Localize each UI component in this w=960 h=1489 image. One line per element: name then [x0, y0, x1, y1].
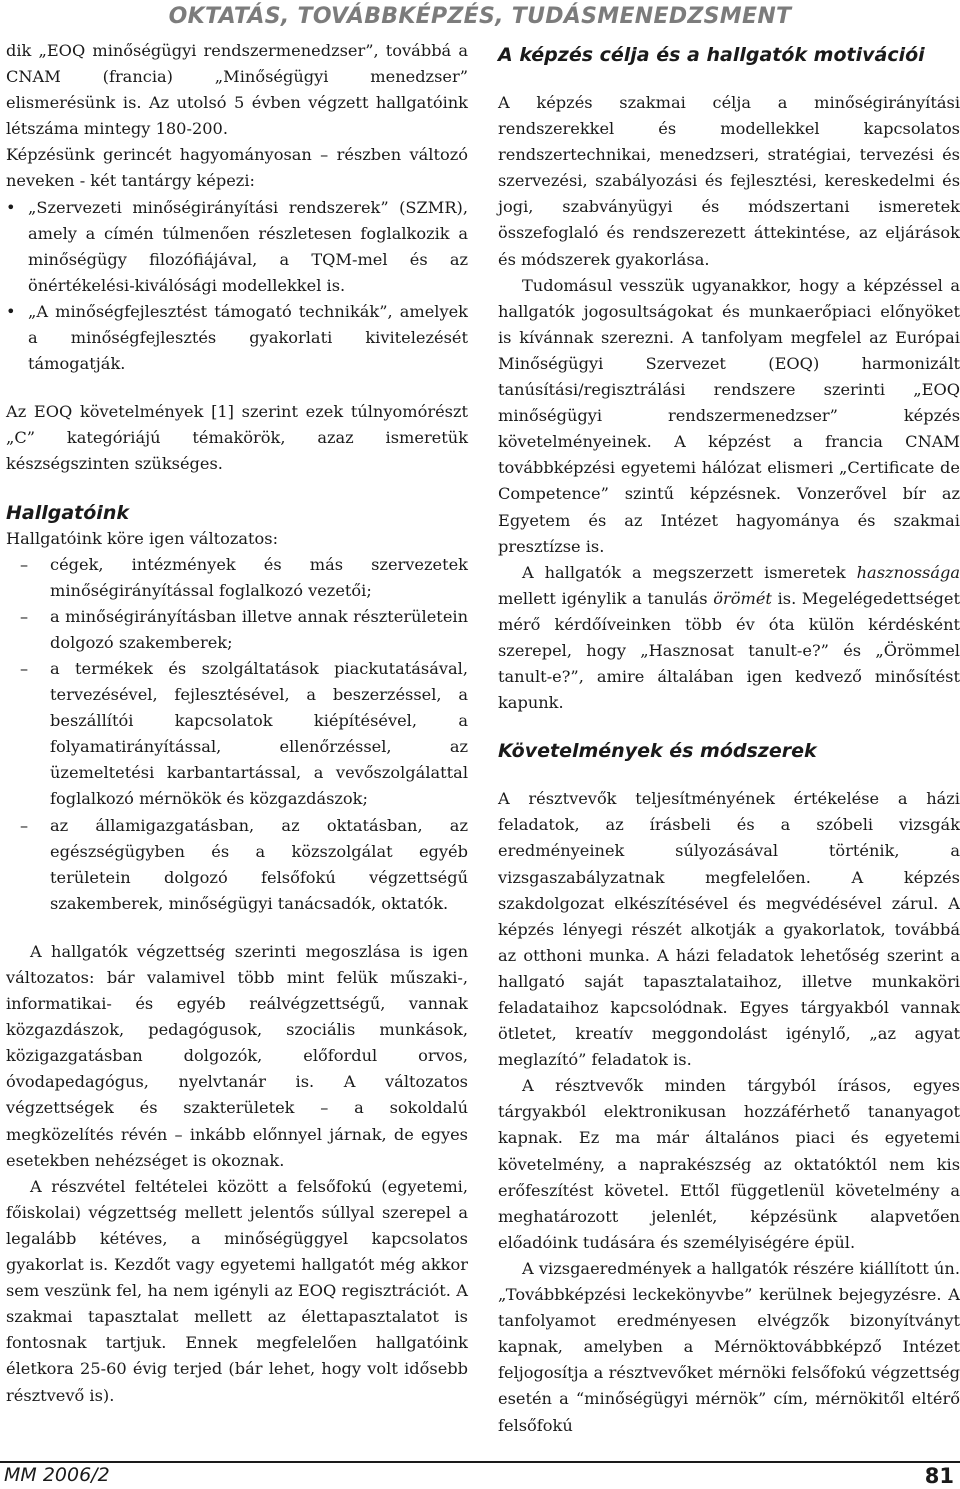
- paragraph: Képzésünk gerincét hagyományosan – részben változó neveken - két tantárgy képezi:: [6, 145, 468, 191]
- dash-icon: –: [20, 815, 29, 835]
- section-heading-kepzes-celja: A képzés célja és a hallgatók motivációi: [498, 44, 925, 66]
- list-item: [6, 813, 468, 917]
- bullet-list: [6, 195, 468, 378]
- journal-issue: MM 2006/2: [4, 1464, 110, 1486]
- right-column: [498, 42, 960, 1439]
- list-item-text: az államigazgatásban, az oktatásban, az egészségügyben és a közszolgálat egyéb területein dolgozó felsőfokú végzettségű szakemberek, minőségügyi tanácsadók, oktatók.: [50, 815, 468, 913]
- list-item: [6, 656, 468, 813]
- text-run: A hallgatók a megszerzett ismeretek: [522, 562, 857, 582]
- footer-rule: [0, 1461, 960, 1463]
- paragraph: dik „EOQ minőségügyi rendszermenedzser”, továbbá a CNAM (francia) „Minőségügyi menedzser” elismerésünk is. Az utolsó 5 évben végzett hallgatóink létszáma mintegy 180-200.: [6, 41, 468, 139]
- paragraph: [498, 560, 960, 717]
- list-item-text: „Szervezeti minőségirányítási rendszerek” (SZMR), amely a címén túlmenően részletesen foglalkozik a minőségügy filozófiájával, a TQM-mel és az önértékelési-kiválósági modellekkel is.: [28, 197, 468, 295]
- paragraph: Az EOQ követelmények [1] szerint ezek túlnyomórészt „C” kategóriájú témakörök, azaz ismeretük készségszinten szükséges.: [6, 402, 468, 474]
- text-run: mellett igénylik a tanulás: [498, 588, 714, 608]
- page-number: 81: [924, 1464, 954, 1488]
- left-column: [6, 38, 468, 1409]
- emphasis: örömét: [713, 588, 772, 608]
- list-item-text: a termékek és szolgáltatások piackutatásával, tervezésével, fejlesztésével, a beszerzéssel, a beszállítói kapcsolatok kiépítésével, a folyamatirányítással, ellenőrzéssel, az üzemeltetési karbantartással, a vevőszolgálattal foglalkozó mérnökök és közgazdászok;: [50, 658, 468, 809]
- dash-icon: –: [20, 658, 29, 678]
- section-heading-hallgatoink: Hallgatóink: [6, 501, 129, 524]
- dash-icon: –: [20, 606, 29, 626]
- list-item-text: cégek, intézmények és más szervezetek minőségirányítással foglalkozó vezetői;: [50, 554, 468, 600]
- emphasis: hasznossága: [856, 562, 960, 582]
- bullet-icon: •: [6, 301, 16, 321]
- list-item: [6, 552, 468, 604]
- paragraph: Hallgatóink köre igen változatos:: [6, 528, 279, 548]
- text-run: is. Megelégedettséget mérő kérdőíveinken több év óta külön kérdésként szerepel, hogy „Hasznosat tanult-e?” és „Örömmel tanult-e?”, amire általában igen kedvező minősítést kapunk.: [498, 588, 960, 713]
- bullet-icon: •: [6, 197, 16, 217]
- section-heading-kovetelmenyek: Követelmények és módszerek: [498, 740, 817, 763]
- paragraph: A hallgatók végzettség szerinti megoszlása is igen változatos: bár valamivel több mint felük műszaki-, informatikai- és egyéb reálvégzettségű, vannak közgazdászok, pedagógusok, szociális munkások, közigazgatásban dolgozók, előfordul orvos, óvodapedagógus, nyelvtanár is. A változatos végzettségek és szakterületek – a sokoldalú megközelítés révén – inkább előnnyel járnak, de egyes esetekben nehézséget is okoznak.: [6, 941, 468, 1170]
- running-header: OKTATÁS, TOVÁBBKÉPZÉS, TUDÁSMENEDZSMENT: [168, 4, 792, 29]
- paragraph: A részvétel feltételei között a felsőfokú (egyetemi, főiskolai) végzettség mellett jelentős súllyal szerepel a legalább kétéves, a minőségüggyel kapcsolatos gyakorlat is. Kezdőt vagy egyetemi hallgatót még akkor sem veszünk fel, ha nem igényli az EOQ regisztrációt. A szakmai tapasztalat mellett az élettapasztalatot is fontosnak tartjuk. Ennek megfelelően hallgatóink életkora 25-60 évig terjed (bár lehet, hogy volt idősebb résztvevő is).: [6, 1176, 468, 1405]
- paragraph: Tudomásul vesszük ugyanakkor, hogy a képzéssel a hallgatók jogosultságokat és munkaerőpiaci előnyöket is kívánnak szerezni. A tanfolyam megfelel az Európai Minőségügyi Szervezet (EOQ) harmonizált tanúsítási/regisztrálási rendszere szerinti „EOQ minőségügyi rendszermenedzser” képzés követelményeinek. A képzést a francia CNAM továbbképzési egyetemi hálózat elismeri „Certificate de Competence” szintű képzésnek. Vonzerővel bír az Egyetem és az Intézet hagyománya és szakmai presztízse is.: [498, 275, 960, 556]
- dash-list: [6, 552, 468, 917]
- paragraph: A képzés szakmai célja a minőségirányítási rendszerekkel és modellekkel kapcsolatos rendszertechnikai, menedzseri, stratégiai, tervezési és szervezési, szabályozási és fejlesztési, kereskedelmi és jogi, szabványügyi és módszertani ismeretek összefoglaló és rendszerezett áttekintése, az eljárások és módszerek gyakorlása.: [498, 93, 960, 269]
- list-item-text: „A minőségfejlesztést támogató technikák”, amelyek a minőségfejlesztés gyakorlati kivitelezését támogatják.: [28, 301, 468, 374]
- paragraph: A vizsgaeredmények a hallgatók részére kiállított ún. „Továbbképzési leckekönyvbe” kerülnek bejegyzésre. A tanfolyamot eredményesen elvégzők bizonyítványt kapnak, amelyben a Mérnöktovábbképző Intézet feljogosítja a résztvevőket mérnöki felsőfokú végzettség esetén a “minőségügyi mérnök” cím, mérnökitől eltérő felsőfokú: [498, 1258, 960, 1435]
- dash-icon: –: [20, 554, 29, 574]
- paragraph: A résztvevők teljesítményének értékelése a házi feladatok, az írásbeli és a szóbeli vizsgák eredményeinek súlyozásával történik, a vizsgaszabályzatnak megfelelően. A képzés szakdolgozat elkészítésével és megvédésével zárul. A képzés lényegi részét alkotják a gyakorlatok, továbbá az otthoni munka. A házi feladatok lehetőség szerint a hallgató saját tapasztalataihoz, illetve munkaköri feladataihoz kapcsolódnak. Egyes tárgyakból vannak ötletet, kreatív meggondolást igénylő, „az agyat meglazító” feladatok is.: [498, 789, 960, 1070]
- list-item: [6, 195, 468, 299]
- list-item-text: a minőségirányításban illetve annak részterületein dolgozó szakemberek;: [50, 606, 468, 652]
- list-item: [6, 299, 468, 377]
- list-item: [6, 604, 468, 656]
- paragraph: A résztvevők minden tárgyból írásos, egyes tárgyakból elektronikusan hozzáférhető tananyagot kapnak. Ez ma már általános piaci és egyetemi követelmény, a naprakészség az oktatóktól nem kis erőfeszítést követel. Ettől függetlenül követelmény a meghatározott jelenlét, képzésünk alapvetően előadóink tudására és személyiségére épül.: [498, 1076, 960, 1252]
